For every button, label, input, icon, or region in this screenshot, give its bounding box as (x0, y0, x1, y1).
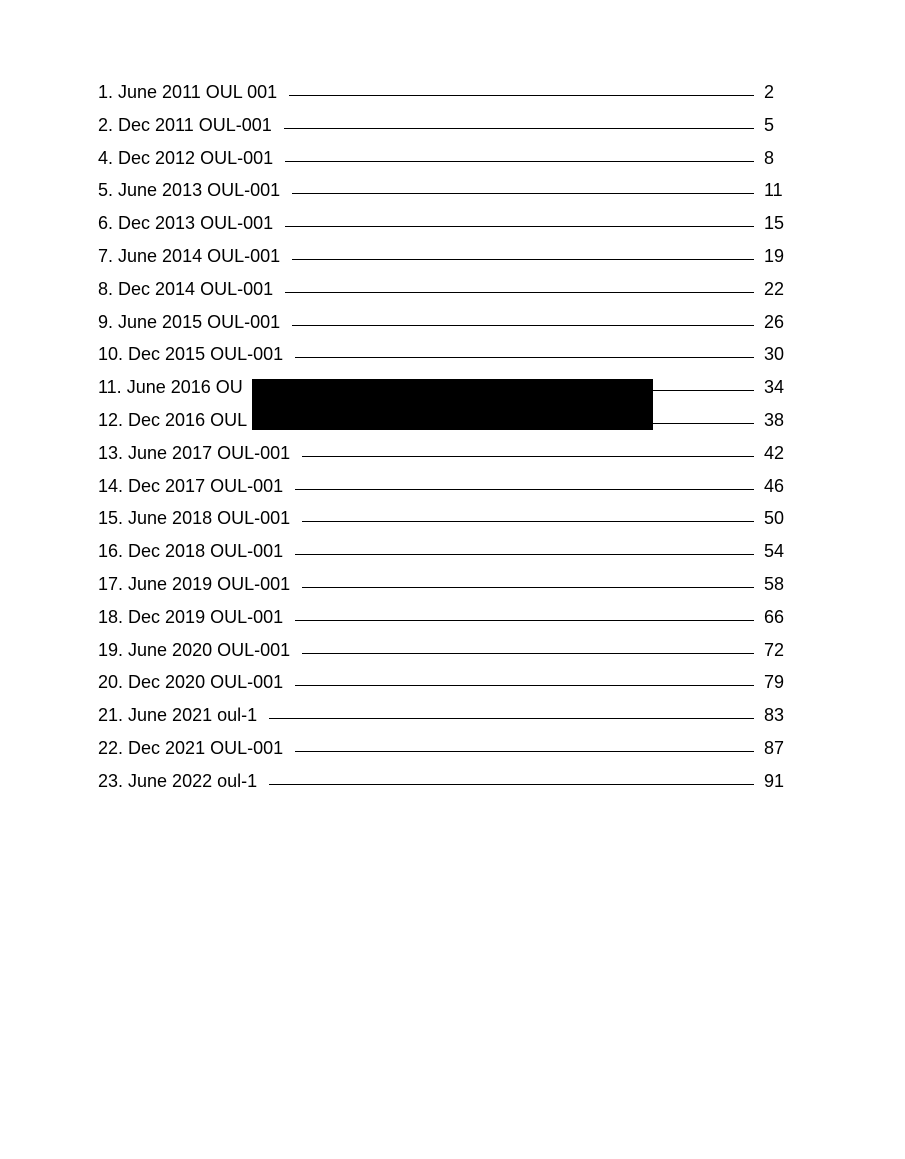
toc-entry-label: 5. June 2013 OUL-001 (98, 180, 281, 201)
toc-leader-line (292, 193, 754, 194)
toc-entry-label: 14. Dec 2017 OUL-001 (98, 475, 284, 496)
toc-entry-label: 22. Dec 2021 OUL-001 (98, 737, 284, 758)
toc-leader-line (292, 325, 754, 326)
toc-entry-page-number: 66 (764, 606, 785, 627)
toc-entry-page-number: 72 (764, 639, 785, 660)
toc-entry-page-number: 54 (764, 541, 785, 562)
toc-entry[interactable] (98, 605, 788, 638)
toc-leader-line (295, 620, 754, 621)
toc-leader-line (302, 456, 754, 457)
toc-entry-page-number: 79 (764, 672, 785, 693)
toc-entry[interactable] (98, 441, 788, 474)
toc-entry[interactable] (98, 277, 788, 310)
toc-leader-line (295, 554, 754, 555)
toc-entry-label: 9. June 2015 OUL-001 (98, 311, 281, 332)
toc-entry-label: 2. Dec 2011 OUL-001 (98, 114, 272, 135)
toc-entry[interactable] (98, 178, 788, 211)
toc-entry-page-number: 11 (764, 180, 783, 201)
toc-leader-line (269, 784, 754, 785)
toc-entry-label: 21. June 2021 oul-1 (98, 705, 258, 726)
toc-entry-page-number: 87 (764, 737, 785, 758)
redaction-box (252, 379, 653, 430)
toc-entry-page-number: 22 (764, 278, 785, 299)
toc-entry-page-number: 34 (764, 377, 785, 398)
toc-entry-page-number: 42 (764, 442, 785, 463)
toc-entry-page-number: 2 (764, 82, 775, 102)
toc-entry[interactable] (98, 670, 788, 703)
toc-leader-line (285, 161, 754, 162)
toc-entry-page-number: 46 (764, 475, 785, 496)
toc-entry-page-number: 30 (764, 344, 785, 365)
toc-leader-line (295, 489, 754, 490)
toc-entry-label: 10. Dec 2015 OUL-001 (98, 344, 284, 365)
toc-entry-page-number: 58 (764, 573, 785, 594)
toc-leader-line (295, 685, 754, 686)
toc-leader-line (302, 587, 754, 588)
toc-leader-line (302, 521, 754, 522)
toc-entry-page-number: 5 (764, 114, 775, 135)
toc-entry-page-number: 91 (764, 770, 785, 791)
table-of-contents (98, 80, 788, 802)
toc-entry-label: 17. June 2019 OUL-001 (98, 573, 291, 594)
toc-entry[interactable] (98, 113, 788, 146)
toc-entry-label: 7. June 2014 OUL-001 (98, 245, 281, 266)
toc-leader-line (285, 292, 754, 293)
toc-entry-label: 4. Dec 2012 OUL-001 (98, 147, 274, 168)
toc-leader-line (292, 259, 754, 260)
toc-entry-label: 11. June 2016 OU (98, 377, 243, 398)
toc-entry[interactable] (98, 244, 788, 277)
toc-entry[interactable] (98, 769, 788, 802)
toc-entry-label: 1. June 2011 OUL 001 (98, 82, 278, 102)
toc-entry-label: 19. June 2020 OUL-001 (98, 639, 291, 660)
toc-entry-label: 13. June 2017 OUL-001 (98, 442, 291, 463)
toc-entry-page-number: 50 (764, 508, 785, 529)
toc-entry-label: 20. Dec 2020 OUL-001 (98, 672, 284, 693)
toc-entry[interactable] (98, 211, 788, 244)
toc-leader-line (284, 128, 754, 129)
toc-entry-page-number: 19 (764, 245, 785, 266)
toc-entry[interactable] (98, 474, 788, 507)
toc-entry-page-number: 26 (764, 311, 785, 332)
toc-entry[interactable] (98, 736, 788, 769)
toc-leader-line (295, 751, 754, 752)
toc-entry-label: 23. June 2022 oul-1 (98, 770, 258, 791)
toc-entry[interactable] (98, 80, 788, 113)
toc-entry[interactable] (98, 539, 788, 572)
toc-leader-line (269, 718, 754, 719)
toc-entry-label: 12. Dec 2016 OUL (98, 409, 248, 430)
toc-entry[interactable] (98, 572, 788, 605)
toc-entry-page-number: 38 (764, 409, 785, 430)
toc-entry-label: 15. June 2018 OUL-001 (98, 508, 291, 529)
toc-leader-line (295, 357, 754, 358)
toc-leader-line (302, 653, 754, 654)
toc-entry[interactable] (98, 310, 788, 343)
toc-entry[interactable] (98, 506, 788, 539)
toc-entry[interactable] (98, 638, 788, 671)
toc-leader-line (285, 226, 754, 227)
toc-leader-line (289, 95, 754, 96)
toc-entry[interactable] (98, 146, 788, 179)
toc-entry-label: 6. Dec 2013 OUL-001 (98, 213, 274, 234)
toc-entry-page-number: 8 (764, 147, 775, 168)
toc-entry-label: 8. Dec 2014 OUL-001 (98, 278, 274, 299)
toc-entry-page-number: 83 (764, 705, 785, 726)
toc-entry[interactable] (98, 342, 788, 375)
toc-entry-label: 18. Dec 2019 OUL-001 (98, 606, 284, 627)
toc-entry-label: 16. Dec 2018 OUL-001 (98, 541, 284, 562)
toc-entry[interactable] (98, 703, 788, 736)
toc-entry-page-number: 15 (764, 213, 785, 234)
